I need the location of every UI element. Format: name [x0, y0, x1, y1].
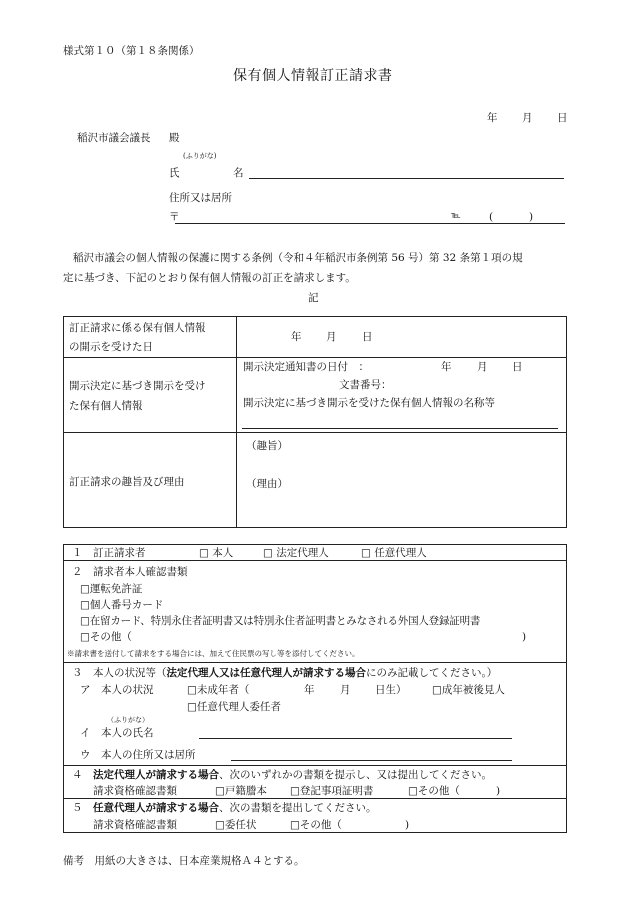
name-label-a: 氏 [169, 167, 180, 179]
body-line-1: 稲沢市議会の個人情報の保護に関する条例（令和４年稲沢市条例第 56 号）第 32 条第１項の規 [73, 252, 523, 264]
s3-label-tail: にのみ記載してください。） [366, 667, 498, 679]
s5-docs-label: 請求資格確認書類 [93, 819, 177, 831]
s3-furigana: （ふりがな） [107, 716, 149, 724]
s2-label: 請求者本人確認書類 [93, 566, 188, 578]
postal-mark: 〒 [169, 211, 180, 223]
row1-date-year: 年 [291, 331, 302, 343]
s1-option-legal-agent[interactable]: □ 法定代理人 [263, 547, 329, 559]
row2-doc-no: 文書番号： [339, 379, 392, 391]
s3-a-month: 月 [340, 684, 351, 696]
address-field-line[interactable] [175, 223, 565, 224]
row3-reason-label: （理由） [246, 478, 288, 490]
row2-date-month: 月 [477, 361, 488, 373]
s5-other-close: ) [405, 819, 410, 831]
s3-label-plain: 本人の状況等（ [93, 667, 167, 679]
s3-a-day: 日生） [375, 684, 407, 696]
row2-info-name-label: 開示決定に基づき開示を受けた保有個人情報の名称等 [243, 397, 495, 409]
s5-option-other[interactable]: □その他（ [290, 819, 342, 831]
furigana-label: (ふりがな) [183, 152, 217, 160]
s3-number: ３ [72, 667, 83, 679]
address-label: 住所又は居所 [169, 192, 232, 204]
s2-item-mynumber-card[interactable]: □個人番号カード [80, 599, 164, 611]
tel-mark: ℡ [451, 211, 461, 221]
s4-label-bold: 法定代理人が請求する場合 [93, 769, 219, 781]
row2-date-day: 日 [512, 361, 523, 373]
ki-heading: 記 [308, 292, 319, 304]
row2-label-line1: 開示決定に基づき開示を受け [69, 380, 206, 392]
s4-other-close: ) [496, 785, 501, 797]
s1-option-self[interactable]: □ 本人 [199, 547, 234, 559]
row1-date-day: 日 [362, 331, 373, 343]
row1-label-line1: 訂正請求に係る保有個人情報 [69, 322, 206, 334]
row2-date-year: 年 [441, 361, 452, 373]
row2-info-name-line[interactable] [242, 428, 558, 429]
s4-number: ４ [72, 769, 83, 781]
s5-label-bold: 任意代理人が請求する場合 [93, 802, 219, 814]
s4-option-koseki[interactable]: □戸籍謄本 [215, 785, 267, 797]
body-line-2: 定に基づき、下記のとおり保有個人情報の訂正を請求します。 [63, 272, 356, 284]
s5-number: ５ [72, 802, 83, 814]
honorific: 殿 [169, 132, 180, 144]
row1-label-line2: の開示を受けた日 [69, 341, 153, 353]
s1-number: １ [72, 547, 83, 559]
s4-option-registry[interactable]: □登記事項証明書 [290, 785, 374, 797]
row2-label-line2: た保有個人情報 [69, 400, 143, 412]
tel-paren-close: ) [529, 211, 534, 223]
s3-a-year: 年 [304, 684, 315, 696]
s3-a-label: ア 本人の状況 [80, 684, 154, 696]
s3-name-line[interactable] [199, 738, 512, 739]
addressee: 稲沢市議会議長 [77, 132, 151, 144]
s3-address-line[interactable] [231, 760, 512, 761]
date-month-label: 月 [522, 112, 533, 124]
s3-label [93, 668, 497, 679]
form-id: 様式第１０（第１８条関係） [63, 45, 200, 57]
page-title: 保有個人情報訂正請求書 [233, 68, 393, 84]
s4-docs-label: 請求資格確認書類 [93, 785, 177, 797]
row3-purpose-label: （趣旨） [246, 440, 288, 452]
s3-a-option-ward[interactable]: □成年被後見人 [432, 684, 505, 696]
s5-label-tail: 、次の書類を提出してください。 [219, 802, 377, 814]
s5-option-power-of-attorney[interactable]: □委任状 [215, 819, 257, 831]
tel-paren-open: ( [489, 211, 494, 223]
s2-number: ２ [72, 566, 83, 578]
s3-u-label: ウ 本人の住所又は居所 [80, 749, 196, 761]
name-field-line[interactable] [249, 178, 564, 179]
s4-label [93, 770, 492, 781]
footer-note: 備考 用紙の大きさは、日本産業規格Ａ４とする。 [63, 855, 305, 867]
s2-item-residence-card[interactable]: □在留カード、特別永住者証明書又は特別永住者証明書とみなされる外国人登録証明書 [80, 615, 481, 627]
s3-label-bold: 法定代理人又は任意代理人が請求する場合 [166, 667, 366, 679]
row1-date-month: 月 [326, 331, 337, 343]
s3-i-label: イ 本人の氏名 [80, 727, 154, 739]
s2-item-drivers-license[interactable]: □運転免許証 [80, 583, 143, 595]
s1-label: 訂正請求者 [93, 547, 146, 559]
s3-a-option-minor[interactable]: □未成年者（ [187, 684, 250, 696]
row3-label: 訂正請求の趣旨及び理由 [69, 476, 185, 488]
s4-label-tail: 、次のいずれかの書類を提示し、又は提出してください。 [219, 769, 492, 781]
s2-item-other[interactable]: □その他（ [80, 631, 132, 643]
date-day-label: 日 [557, 112, 568, 124]
s1-option-voluntary-agent[interactable]: □ 任意代理人 [361, 547, 427, 559]
name-label-b: 名 [233, 167, 244, 179]
date-year-label: 年 [487, 112, 498, 124]
s2-other-close: ) [522, 631, 527, 643]
s2-note: ※請求書を送付して請求をする場合には、加えて住民票の写し等を添付してください。 [67, 649, 360, 658]
s3-a-option-principal[interactable]: □任意代理人委任者 [187, 701, 281, 713]
s4-option-other[interactable]: □その他（ [408, 785, 460, 797]
s5-label [93, 803, 377, 814]
row2-notice-date-label: 開示決定通知書の日付 ： [243, 361, 369, 373]
